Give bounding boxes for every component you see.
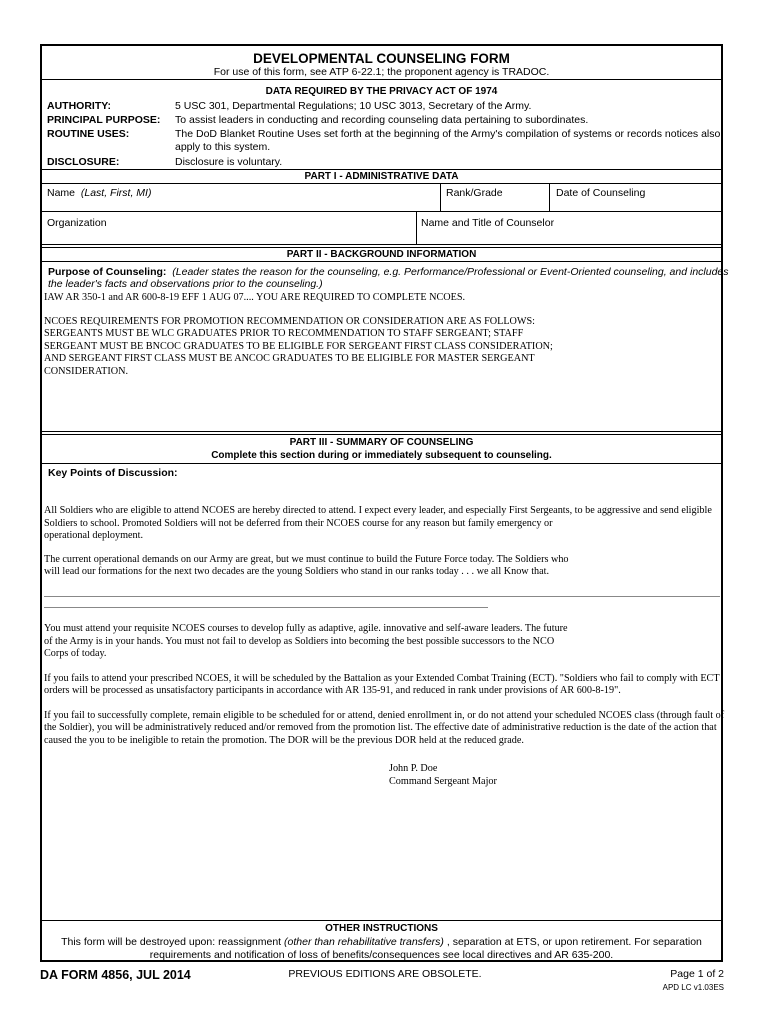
text-line: SERGEANTS MUST BE WLC GRADUATES PRIOR TO RECOMMENDATION TO STAFF SERGEANT; STAFF: [44, 328, 524, 339]
purpose-hint-cont: the leader's facts and observations prior to the counseling.): [48, 278, 323, 290]
authority-label: AUTHORITY:: [47, 100, 111, 112]
text-line: All Soldiers who are eligible to attend NCOES are hereby directed to attend. I expect every leader, and especially First Sergeants, to be aggressive and send eligible: [44, 505, 712, 516]
principal-purpose-text: To assist leaders in conducting and recording counseling data pertaining to subordinates.: [175, 114, 589, 126]
divider: [42, 261, 721, 262]
text-line: IAW AR 350-1 and AR 600-8-19 EFF 1 AUG 07.... YOU ARE REQUIRED TO COMPLETE NCOES.: [44, 292, 466, 303]
text-line: If you fails to attend your prescribed NCOES, it will be scheduled by the Battalion as your Extended Combat Training (ECT). "Soldiers who fail to comply with ECT: [44, 672, 720, 684]
purpose-hint: (Leader states the reason for the counseling, e.g. Performance/Professional or Event-Oriented counseling, and includes: [172, 266, 729, 278]
divider: [42, 79, 721, 80]
counselor-label[interactable]: Name and Title of Counselor: [421, 217, 555, 229]
text-line: AND SERGEANT FIRST CLASS MUST BE ANCOC GRADUATES TO BE ELIGIBLE FOR MASTER SERGEANT: [44, 353, 535, 364]
text-line: the Soldier), you will be administratively reduced and/or removed from the promotion list. The effective date of administrative reduction is the date of the action that: [44, 722, 717, 733]
text-line: will lead our formations for the next two decades are the young Soldiers who stand in our ranks today . . . we all Know that.: [44, 566, 550, 577]
cell-divider: [549, 183, 550, 211]
text-line: If you fail to successfully complete, remain eligible to be scheduled for or attend, denied enrollment in, or do not attend your scheduled NCOES class (through fault of: [44, 709, 725, 721]
instruction-text: , separation at ETS, or upon retirement. For separation: [443, 936, 702, 948]
text-line: [44, 305, 553, 316]
divider: [42, 247, 721, 248]
routine-uses-label: ROUTINE USES:: [47, 128, 130, 140]
divider: [42, 211, 721, 212]
purpose-text[interactable]: [44, 292, 553, 378]
name-field[interactable]: [47, 187, 151, 199]
page-number: Page 1 of 2: [670, 968, 724, 980]
divider: [42, 431, 721, 432]
form-subtitle: For use of this form, see ATP 6-22.1; the proponent agency is TRADOC.: [213, 66, 550, 78]
routine-uses-text: The DoD Blanket Routine Uses set forth at the beginning of the Army's compilation of systems or records notices also: [175, 128, 721, 140]
text-line: Soldiers to school. Promoted Soldiers will not be deferred from their NCOES course for any reason but family emergency or: [44, 517, 553, 529]
other-instructions-heading: OTHER INSTRUCTIONS: [325, 923, 438, 934]
name-hint: (Last, First, MI): [80, 187, 152, 199]
signer-name: John P. Doe: [389, 763, 438, 774]
instruction-text: This form will be destroyed upon: reassignment: [61, 936, 285, 948]
text-line: of the Army is in your hands. You must not fail to develop as Soldiers into becoming the best possible successors to the NCO: [44, 635, 555, 647]
principal-purpose-label: PRINCIPAL PURPOSE:: [47, 114, 161, 126]
part3-subheading: Complete this section during or immediately subsequent to counseling.: [211, 450, 552, 461]
divider: [42, 244, 721, 245]
text-line: operational deployment.: [44, 530, 144, 541]
cell-divider: [440, 183, 441, 211]
instruction-text-italic: (other than rehabilitative transfers): [284, 936, 444, 948]
authority-text: 5 USC 301, Departmental Regulations; 10 USC 3013, Secretary of the Army.: [175, 100, 532, 112]
text-line: CONSIDERATION.: [44, 365, 129, 377]
cell-divider: [416, 211, 417, 244]
organization-label[interactable]: Organization: [47, 217, 107, 229]
privacy-heading: DATA REQUIRED BY THE PRIVACY ACT OF 1974: [265, 86, 498, 97]
text-line: NCOES REQUIREMENTS FOR PROMOTION RECOMMENDATION OR CONSIDERATION ARE AS FOLLOWS:: [44, 315, 536, 327]
key-points-label: Key Points of Discussion:: [48, 467, 178, 479]
divider: [42, 920, 721, 921]
disclosure-text: Disclosure is voluntary.: [175, 156, 283, 168]
rank-grade-label[interactable]: Rank/Grade: [446, 187, 503, 199]
other-instructions-line2: requirements and notification of loss of benefits/consequences see local directives and AR 635-200.: [149, 949, 614, 961]
text-line: The current operational demands on our Army are great, but we must continue to build the Future Force today. The Soldiers who: [44, 553, 569, 565]
key-points-text[interactable]: [44, 505, 712, 579]
form-title: DEVELOPMENTAL COUNSELING FORM: [253, 51, 510, 66]
previous-editions: PREVIOUS EDITIONS ARE OBSOLETE.: [288, 968, 482, 980]
divider: [42, 183, 721, 184]
part1-heading: PART I - ADMINISTRATIVE DATA: [304, 171, 459, 182]
part3-heading: PART III - SUMMARY OF COUNSELING: [289, 437, 474, 448]
signature-block: [389, 763, 497, 788]
version-label: APD LC v1.03ES: [662, 983, 724, 992]
text-line: orders will be processed as unsatisfactory participants in accordance with AR 135-91, and reduced in rank under provisions of AR 600-8-19".: [44, 685, 621, 696]
text-rule: [44, 596, 720, 597]
part2-heading: PART II - BACKGROUND INFORMATION: [286, 249, 477, 260]
date-of-counseling-label[interactable]: Date of Counseling: [556, 187, 646, 199]
divider: [42, 169, 721, 170]
name-label: Name: [47, 187, 76, 199]
purpose-of-counseling: [48, 266, 729, 278]
signer-title: Command Sergeant Major: [389, 775, 497, 787]
purpose-label: Purpose of Counseling:: [48, 266, 167, 278]
routine-uses-text-cont: apply to this system.: [175, 141, 271, 153]
disclosure-label: DISCLOSURE:: [47, 156, 120, 168]
text-rule: [44, 607, 488, 608]
text-line: You must attend your requisite NCOES courses to develop fully as adaptive, agile. innovative and self-aware leaders. The future: [44, 623, 568, 634]
other-instructions-line1: [42, 936, 721, 948]
text-line: Corps of today.: [44, 648, 107, 659]
divider: [42, 463, 721, 464]
text-line: SERGEANT MUST BE BNCOC GRADUATES TO BE ELIGIBLE FOR SERGEANT FIRST CLASS CONSIDERATION;: [44, 340, 553, 352]
text-line: caused the you to be ineligible to retain the promotion. The DOR will be the previous DOR held at the reduced grade.: [44, 734, 524, 746]
divider: [42, 434, 721, 435]
form-id: DA FORM 4856, JUL 2014: [40, 968, 191, 982]
key-points-text-cont[interactable]: [44, 623, 724, 747]
